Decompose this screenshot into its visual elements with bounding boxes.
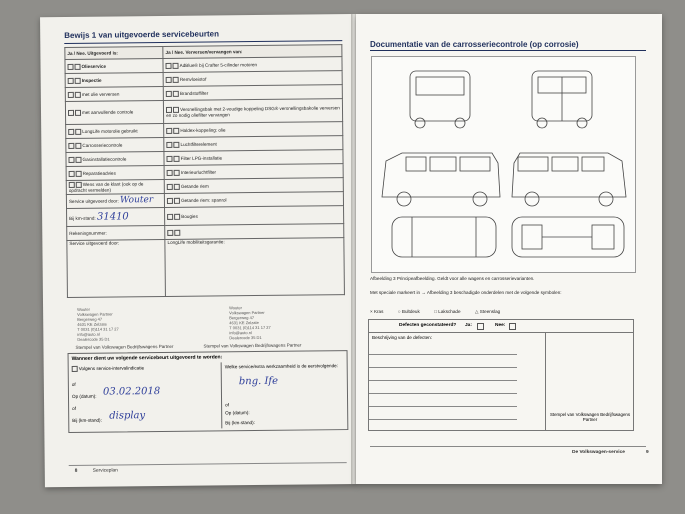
stamp-caption-left: Stempel van Volkswagen Bedrijfswagens Partner <box>75 343 174 350</box>
checkbox-icon <box>166 127 172 133</box>
checkbox-icon <box>76 170 82 176</box>
no-label: Nee: <box>495 323 506 328</box>
checkbox-icon <box>68 91 74 97</box>
next-right-or: of <box>225 402 229 408</box>
checkbox-icon <box>174 229 180 235</box>
write-line <box>369 355 517 368</box>
checkbox-icon <box>173 127 179 133</box>
stamp-line: Dealercode 35 D1 <box>229 334 262 341</box>
next-service-box <box>68 350 349 433</box>
right-page <box>356 14 662 484</box>
row-left-label: met aanvullende controle <box>81 109 134 116</box>
checkbox-icon <box>166 76 172 82</box>
row-right-label: AdBlue® bij Crafter 5-cilinder motoren <box>179 61 258 68</box>
stamp-line: info@auto.nl <box>229 330 252 336</box>
checkbox-icon <box>75 156 81 162</box>
stamp-line: T 0031 (0)114 31 17 27 <box>77 326 119 332</box>
page-number-right: 9 <box>646 450 649 455</box>
write-line <box>369 368 517 381</box>
checkbox-icon <box>174 155 180 161</box>
stamp-line: 4631 KE Zelzate <box>229 319 259 326</box>
checkbox-icon <box>174 213 180 219</box>
next-left-option-label: Volgens service-intervalindicatie <box>78 365 145 372</box>
footer-rule <box>69 462 347 466</box>
stamp-right-label: LongLife mobiliteitsgarantie: <box>167 239 225 245</box>
checkbox-icon <box>75 142 81 148</box>
defects-lines <box>369 342 517 420</box>
write-line <box>369 394 517 407</box>
handwritten-service-by: Wouter <box>119 195 154 206</box>
stamp-line: Wouter <box>77 306 90 312</box>
checkbox-icon <box>167 197 173 203</box>
paint-damage-symbol: □ Lakschade <box>434 309 461 314</box>
row-right-label: Brandstoffilter <box>179 90 209 96</box>
row-left-label: met olie verversen <box>81 91 120 97</box>
stamp-line: Wouter <box>229 305 242 311</box>
next-right-date-label: Op (datum): <box>225 410 250 416</box>
checkbox-icon <box>69 170 75 176</box>
date-label: Op (datum): <box>71 393 97 399</box>
defects-divider <box>545 332 546 430</box>
checkbox-icon <box>68 156 74 162</box>
row-right-label: Getande riem <box>180 183 209 189</box>
stamp-line: Volkswagen Partner <box>77 311 113 317</box>
checkbox-icon <box>68 128 74 134</box>
checkbox-icon <box>166 62 172 68</box>
stamp-line: Bergerweg 47 <box>229 315 255 321</box>
checkbox-icon <box>75 128 81 134</box>
checkbox-icon <box>75 91 81 97</box>
stamp-left-label: Service uitgevoerd door: <box>69 240 120 246</box>
row-right-label: Haldex-koppeling: olie <box>180 127 226 133</box>
col-right-header: Ja / Nee. Verversen/vervangen van: <box>163 45 342 59</box>
handwritten-date: 03.02.2018 <box>102 386 161 398</box>
row-right-label: Getande riem: spanrol <box>181 197 227 203</box>
row-right-label: Interieurluchtfilter <box>180 169 217 175</box>
defects-header: Defecten geconstateerd? <box>399 323 457 328</box>
yes-label: Ja: <box>465 323 472 328</box>
checkbox-icon <box>174 183 180 189</box>
checkbox-icon <box>75 63 81 69</box>
next-right-km-label: Bij (km-stand): <box>225 420 255 426</box>
km-label: Bij (km-stand): <box>72 417 102 423</box>
write-line <box>369 381 517 394</box>
checkbox-icon <box>174 197 180 203</box>
col-left-header: Ja / Nee. Uitgevoerd is: <box>65 46 163 59</box>
checkbox-icon <box>72 366 78 372</box>
row-left-label: Bij km-stand: <box>69 215 96 221</box>
or-label-2: of <box>72 405 76 411</box>
row-left-label: Olieservice <box>81 63 107 69</box>
dealer-stamp-left <box>77 306 119 341</box>
footer-rule-right <box>370 446 646 447</box>
symbol-instruction: Met speciale markeert in → Afbeelding 3 beschadigde onderdelen met de volgende symbolen: <box>370 290 562 295</box>
write-line <box>369 407 517 420</box>
handwritten-km: 31410 <box>96 210 129 223</box>
checkbox-icon <box>68 63 74 69</box>
checkbox-icon <box>68 110 74 116</box>
row-left-label: Service uitgevoerd door: <box>68 198 119 204</box>
checkbox-icon <box>167 213 173 219</box>
stamp-caption-right-page: Stempel van Volkswagen Bedrijfswagens Partner <box>549 412 631 422</box>
checkbox-icon <box>173 90 179 96</box>
row-left-label: LongLife motorolie gebruikt <box>82 127 138 134</box>
no-checkbox[interactable] <box>509 323 516 330</box>
stamp-line: Dealercode 35 D1 <box>77 336 110 342</box>
write-line <box>369 342 517 355</box>
row-left-label: Inspectie <box>81 77 102 83</box>
checkbox-icon <box>75 77 81 83</box>
divider <box>221 362 223 428</box>
next-service-title: Wanneer dient uw volgende servicebeurt uitgevoerd te worden: <box>71 354 223 362</box>
checkbox-icon <box>173 141 179 147</box>
checkbox-icon <box>166 90 172 96</box>
stamp-line: info@auto.nl <box>77 331 100 337</box>
checkbox-icon <box>173 76 179 82</box>
handwritten-km-next: display <box>109 410 146 422</box>
footer-label-right: De Volkswagen-service <box>572 450 625 455</box>
symbol-legend <box>370 300 510 318</box>
page-number-left: 8 <box>74 468 78 474</box>
dent-symbol: ○ Bultdeuk <box>397 309 420 314</box>
stone-chip-symbol: △ Steenslag <box>474 309 501 314</box>
table-row <box>65 99 342 125</box>
row-right-label: Filter LPG-installatie <box>180 155 223 161</box>
row-left-label: Wens van de klant (ook op de opdracht vermelden) <box>68 181 144 193</box>
checkbox-icon <box>68 77 74 83</box>
checkbox-icon <box>68 142 74 148</box>
defects-header-row <box>369 320 633 333</box>
footer-label-left: Serviceplan <box>92 468 118 474</box>
next-right-label: Welke service/extra werkzaamheid is de eerstvolgende: <box>224 363 338 370</box>
row-left-label: Carrosseriecontrole <box>82 142 123 148</box>
stamp-caption-right: Stempel van Volkswagen Bedrijfswagens Partner <box>203 342 302 349</box>
row-right-label: Versnellingsbak met 2-voudige koppeling DSG® versnellingsbakolie verversen en zo nodig oliefilter vervangen <box>166 104 340 118</box>
defects-box <box>368 319 634 431</box>
row-right-label: Bougies <box>181 213 198 219</box>
title-rule <box>64 40 342 44</box>
row-right-label: Luchtfilterelement <box>180 141 217 147</box>
figure-caption: Afbeelding 3 Principeafbeelding. Geldt voor alle wagens en carrosserievarianten. <box>370 276 535 281</box>
row-left-label: Reparatieadvies <box>82 170 116 176</box>
vehicle-diagram <box>371 56 636 273</box>
handwritten-next-service: bng. Ife <box>238 375 279 388</box>
checkbox-icon <box>167 229 173 235</box>
row-left-label: Gasinstallatiecontrole <box>82 156 127 162</box>
checkbox-icon <box>173 62 179 68</box>
left-page <box>40 14 357 487</box>
checkbox-icon <box>166 141 172 147</box>
row-right-label: Remvloeistof <box>179 76 207 82</box>
right-page-title: Documentatie van de carrosseriecontrole (op corrosie) <box>370 40 579 49</box>
stamp-line: Volkswagen Partner <box>229 309 265 316</box>
or-label: of <box>71 381 76 387</box>
service-table <box>64 44 345 298</box>
dealer-stamp-right <box>229 305 271 340</box>
checkbox-icon <box>167 155 173 161</box>
van-illustration-icon <box>372 57 635 272</box>
row-left-label: Rekeningnummer: <box>69 230 107 236</box>
defects-description-label: Beschrijving van de defecten: <box>372 335 433 340</box>
next-left-option <box>72 365 144 372</box>
left-page-title: Bewijs 1 van uitgevoerde servicebeurten <box>64 29 219 41</box>
stamp-line: T 0031 (0)114 31 17 27 <box>229 324 271 331</box>
checkbox-icon <box>167 183 173 189</box>
checkbox-icon <box>167 169 173 175</box>
stamp-line: 4631 KE Zelzate <box>77 321 107 327</box>
checkbox-icon <box>174 169 180 175</box>
checkbox-icon <box>75 110 81 116</box>
yes-checkbox[interactable] <box>477 323 484 330</box>
table-row <box>67 238 345 298</box>
title-rule-right <box>370 50 646 51</box>
booklet <box>40 14 660 508</box>
stamp-line: Bergerweg 47 <box>77 316 103 322</box>
scratch-symbol: × Kras <box>370 309 384 314</box>
